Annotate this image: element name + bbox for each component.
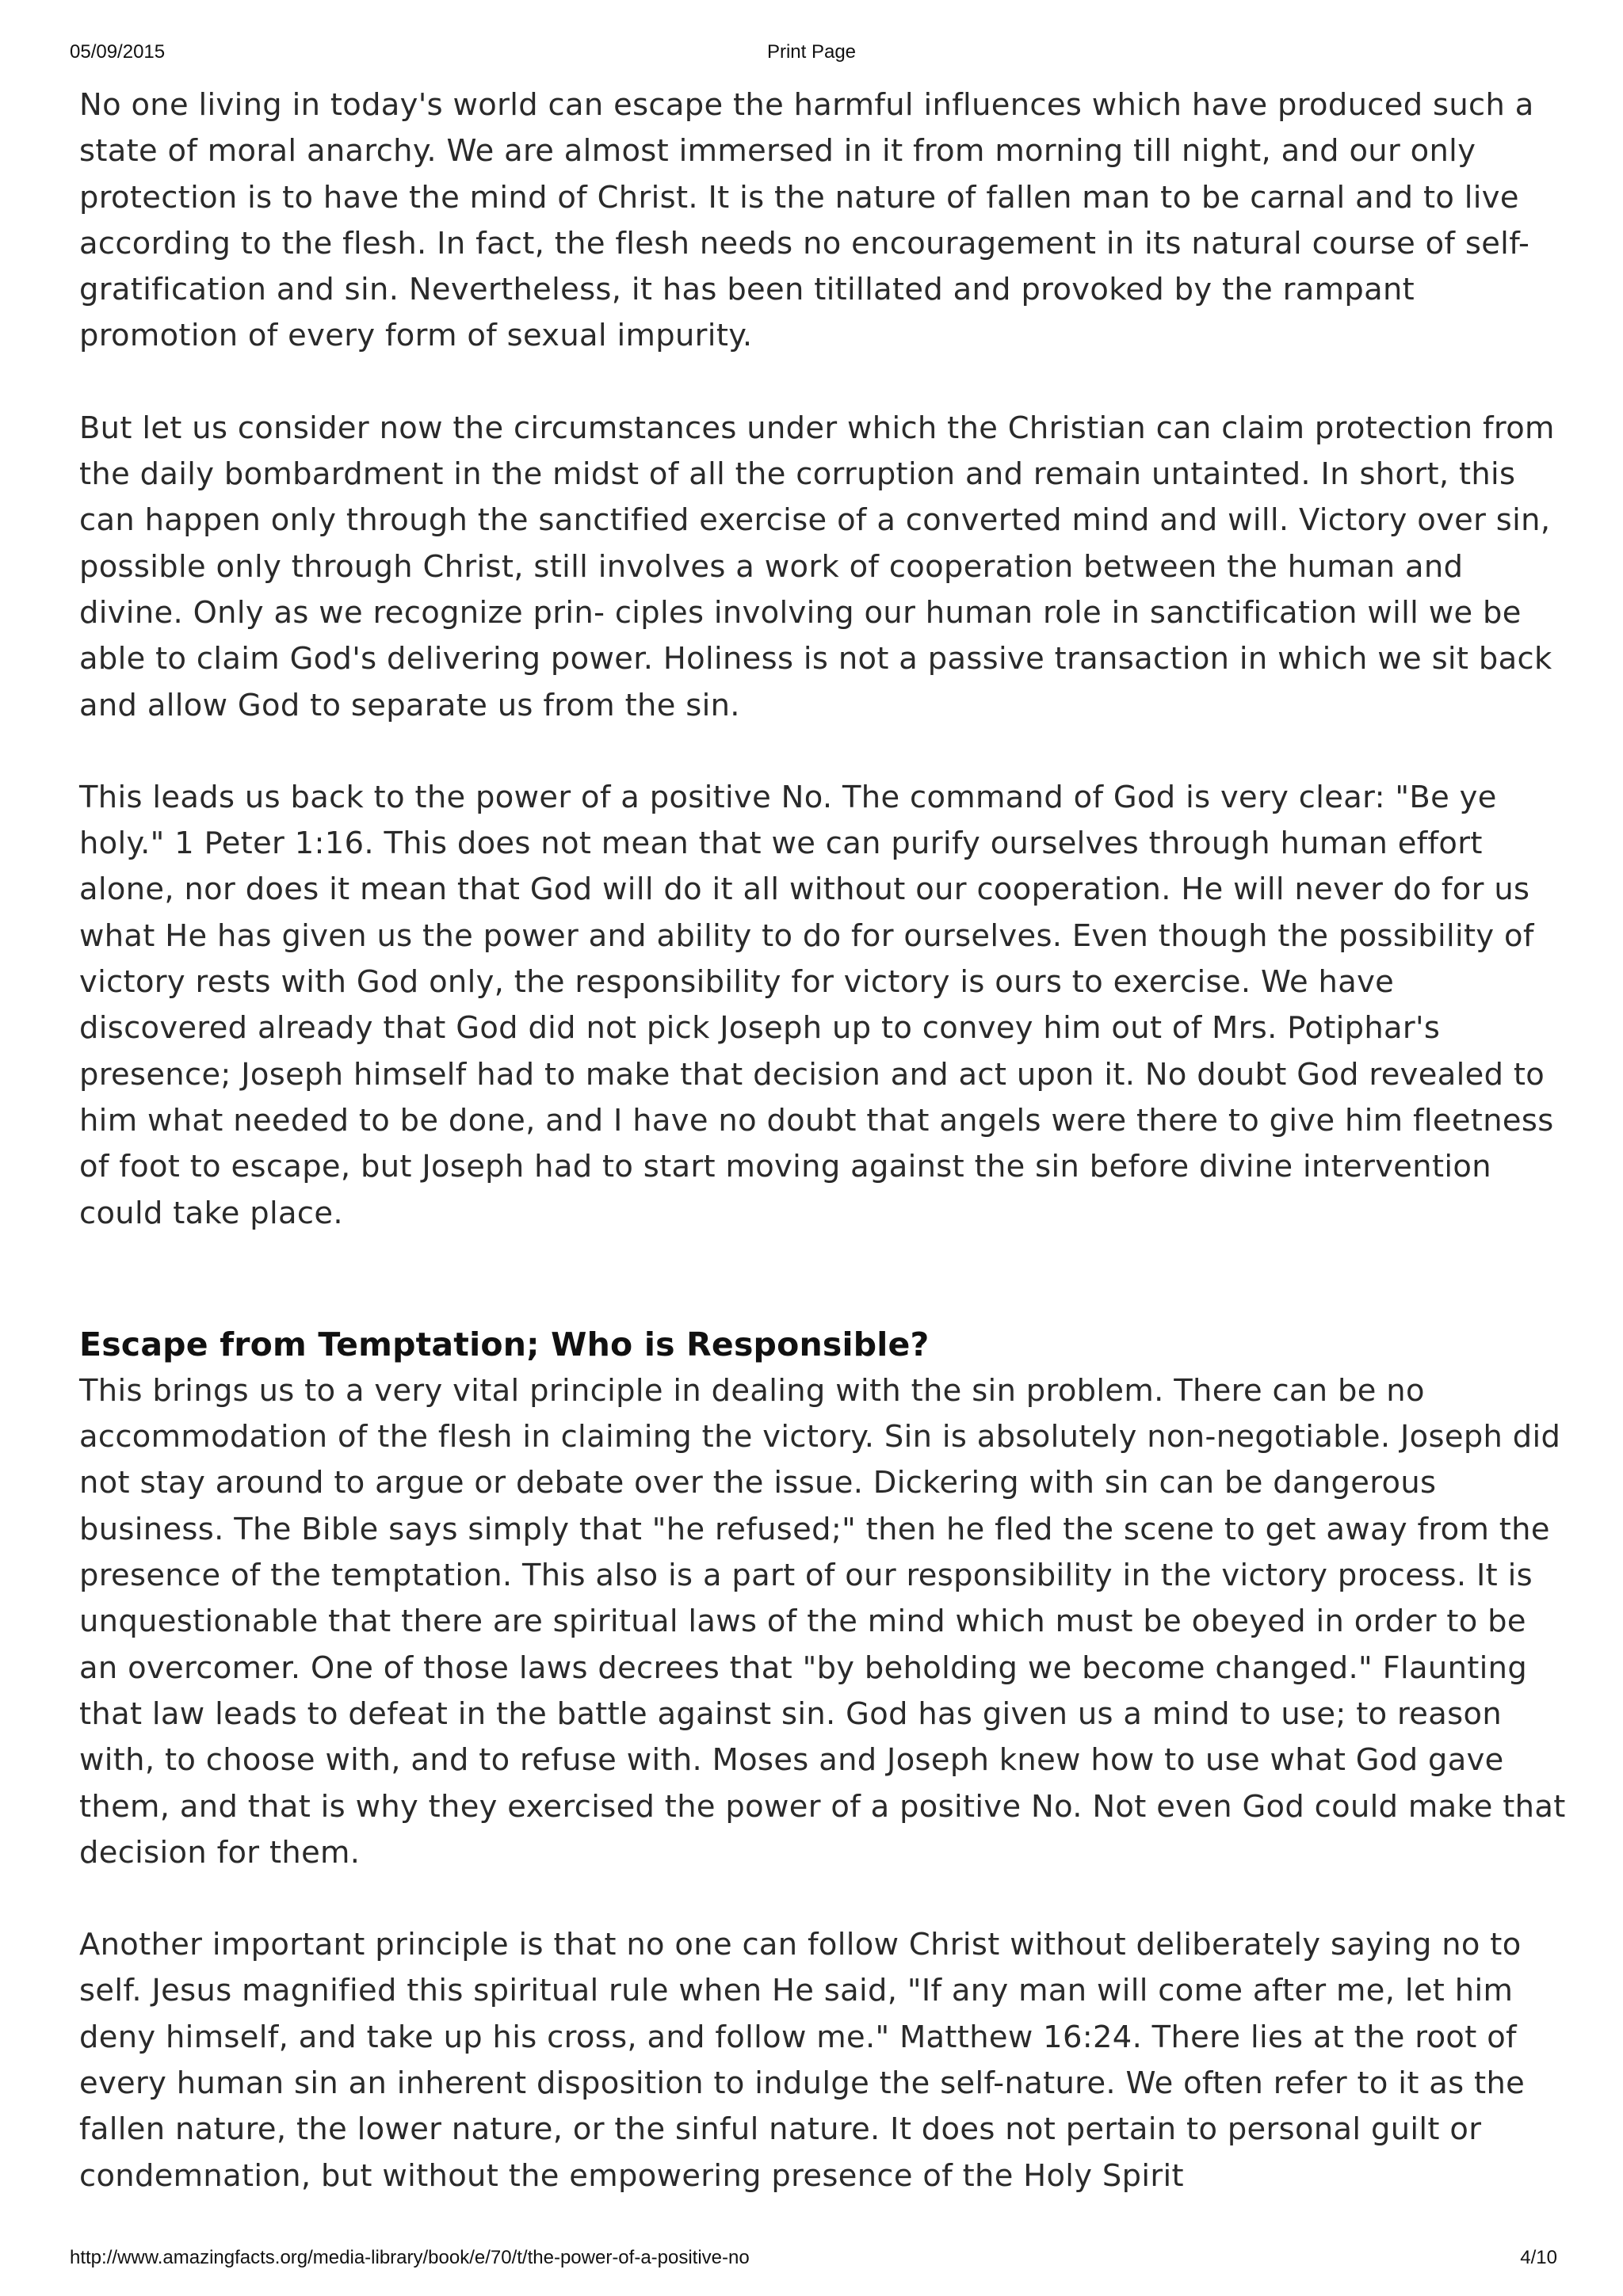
print-date: 05/09/2015 — [70, 41, 166, 63]
paragraph-claim-protection: But let us consider now the circumstances under which the Christian can claim protection from the daily bombardment in the midst of all the corruption and remain untainted. In short, this can happen only through the sanctified exercise of a converted mind and will. Victory over sin, possible only through Christ, still involves a work of cooperation between the human and divine. Only as we recognize prin- ciples involving our human role in sanctification will we be able to claim God's delivering power. Holiness is not a passive transaction in which we sit back and allow God to separate us from the sin. — [79, 410, 1555, 723]
print-footer — [0, 2247, 1623, 2272]
article-body — [79, 82, 1569, 2199]
paragraph-positive-no: This leads us back to the power of a positive No. The command of God is very clear: "Be ye holy." 1 Peter 1:16. This does not mean that we can purify ourselves through human effort alone, nor does it mean that God will do it all without our cooperation. He will never do for us what He has given us the power and ability to do for ourselves. Even though the possibility of victory rests with God only, the responsibility for victory is ours to exercise. We have discovered already that God did not pick Joseph up to convey him out of Mrs. Potiphar's presence; Joseph himself had to make that decision and act upon it. No doubt God revealed to him what needed to be done, and I have no doubt that angels were there to give him fleetness of foot to escape, but Joseph had to start moving against the sin before divine intervention could take place. — [79, 779, 1554, 1231]
paragraph-vital-principle: This brings us to a very vital principle in dealing with the sin problem. There can be no accommodation of the flesh in claiming the victory. Sin is absolutely non-negotiable. Joseph did not stay around to argue or debate over the issue. Dickering with sin can be dangerous business. The Bible says simply that "he refused;" then he fled the scene to get away from the presence of the temptation. This also is a part of our responsibility in the victory process. It is unquestionable that there are spiritual laws of the mind which must be obeyed in order to be an overcomer. One of those laws decrees that "by beholding we become changed." Flaunting that law leads to defeat in the battle against sin. God has given us a mind to use; to reason with, to choose with, and to refuse with. Moses and Joseph knew how to use what God gave them, and that is why they exercised the power of a positive No. Not even God could make that decision for them. — [79, 1372, 1566, 1871]
print-page-title: Print Page — [766, 41, 857, 63]
paragraph-moral-anarchy: No one living in today's world can escape the harmful influences which have produced such a state of moral anarchy. We are almost immersed in it from morning till night, and our only protection is to have the mind of Christ. It is the nature of fallen man to be carnal and to live according to the flesh. In fact, the flesh needs no encouragement in its natural course of self-gratification and sin. Nevertheless, it has been titillated and provoked by the rampant promotion of every form of sexual impurity. — [79, 87, 1534, 354]
source-url: http://www.amazingfacts.org/media-library/book/e/70/t/the-power-of-a-positive-no — [70, 2247, 750, 2268]
print-header — [0, 41, 1623, 67]
paragraph-deny-self: Another important principle is that no one can follow Christ without deliberately saying no to self. Jesus magnified this spiritual rule when He said, "If any man will come after me, let him deny himself, and take up his cross, and follow me." Matthew 16:24. There lies at the root of every human sin an inherent disposition to indulge the self-nature. We often refer to it as the fallen nature, the lower nature, or the sinful nature. It does not pertain to personal guilt or condemnation, but without the empowering presence of the Holy Spirit — [79, 1927, 1526, 2194]
page-number: 4/10 — [1520, 2247, 1557, 2268]
section-heading: Escape from Temptation; Who is Responsible? — [79, 1325, 930, 1363]
